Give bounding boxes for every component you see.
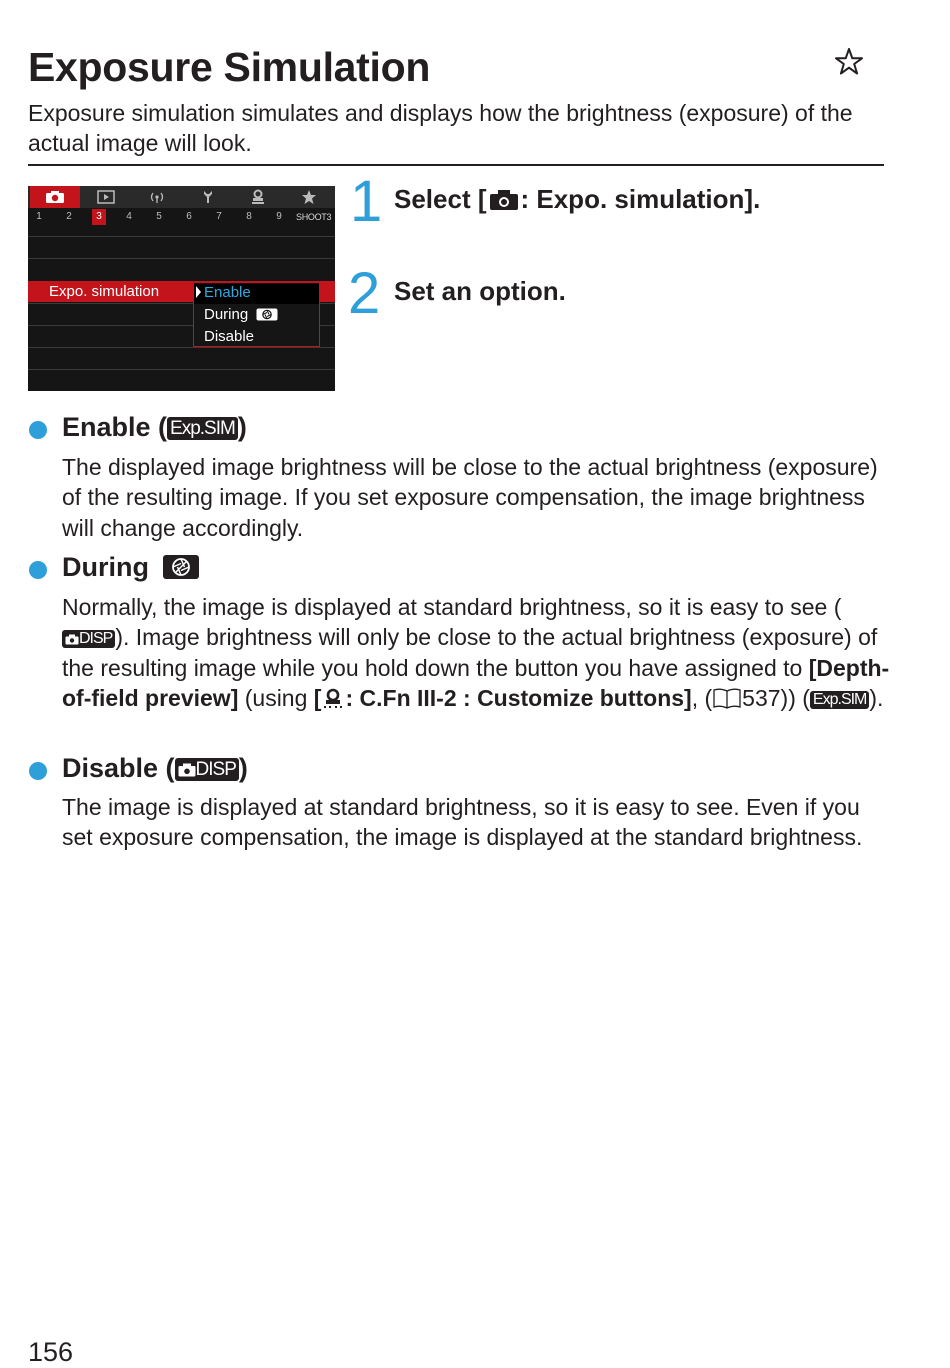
disp-badge: DISP xyxy=(175,758,239,781)
title-divider xyxy=(28,164,884,166)
setup-tab-wrench-icon xyxy=(183,186,233,208)
menu-option-during: During xyxy=(204,306,278,323)
camera-icon xyxy=(489,189,519,211)
camera-icon xyxy=(178,763,196,777)
bullet-dot xyxy=(29,421,47,439)
menu-page-number-active: 3 xyxy=(92,209,106,225)
menu-row xyxy=(28,369,335,391)
intro-text: Exposure simulation simulates and displays how the brightness (exposure) of the actual image will look. xyxy=(28,100,853,156)
menu-page-number: 9 xyxy=(276,211,282,222)
custom-functions-tab-icon xyxy=(233,186,283,208)
section-heading-enable: Enable ( Exp.SIM ) xyxy=(62,412,247,442)
caret-right-icon xyxy=(196,286,201,298)
menu-row xyxy=(28,258,335,280)
menu-row xyxy=(28,236,335,258)
step-2-text: Set an option. xyxy=(394,276,566,306)
menu-option-disable: Disable xyxy=(204,328,255,345)
menu-option-enable: Enable xyxy=(194,284,319,304)
menu-page-row xyxy=(28,208,335,226)
section-heading-during: During xyxy=(62,552,199,583)
step-number-2: 2 xyxy=(348,261,379,326)
section-body-disable: The image is displayed at standard brightness, so it is easy to see. Even if you set exposure compensation, the image is displayed at the standard brightness. xyxy=(62,794,863,851)
aperture-icon xyxy=(163,555,199,579)
bullet-dot xyxy=(29,561,47,579)
wireless-tab-icon xyxy=(132,186,182,208)
menu-options-popup xyxy=(193,282,320,347)
star-icon xyxy=(833,46,865,78)
menu-tab-bar xyxy=(28,186,335,208)
menu-row xyxy=(28,347,335,369)
my-menu-tab-star-icon xyxy=(284,186,334,208)
page-number: 156 xyxy=(28,1337,74,1367)
disp-badge: DISP xyxy=(62,630,115,648)
book-page-reference-icon xyxy=(712,687,742,709)
exp-sim-badge: Exp.SIM xyxy=(167,417,238,440)
menu-page-number: 1 xyxy=(36,211,42,222)
page-title: Exposure Simulation xyxy=(28,44,431,90)
custom-functions-icon xyxy=(321,687,345,711)
step-1-text: Select [ : Expo. simulation]. xyxy=(394,184,761,214)
shooting-tab-camera-icon xyxy=(30,186,80,208)
camera-icon xyxy=(65,634,79,645)
menu-page-number: 7 xyxy=(216,211,222,222)
menu-page-number: 2 xyxy=(66,211,72,222)
section-body-enable: The displayed image brightness will be close to the actual brightness (exposure) of the resulting image. If you set exposure compensation, the image brightness will change accordingly. xyxy=(62,454,878,541)
menu-page-number: 5 xyxy=(156,211,162,222)
menu-page-number: 4 xyxy=(126,211,132,222)
bullet-dot xyxy=(29,762,47,780)
exp-sim-badge: Exp.SIM xyxy=(810,691,869,709)
menu-page-number: 8 xyxy=(246,211,252,222)
section-heading-disable: Disable ( DISP ) xyxy=(62,753,248,783)
camera-menu-screenshot xyxy=(28,186,335,391)
aperture-icon xyxy=(256,308,278,321)
menu-page-number: 6 xyxy=(186,211,192,222)
playback-tab-icon xyxy=(81,186,131,208)
menu-item-expo-simulation: Expo. simulation xyxy=(49,283,160,300)
section-body-during: Normally, the image is displayed at standard brightness, so it is easy to see (DISP ). Image brightness will only be close to the actual brightness (exposure) of the resulting image while you hold down the button you have assigned to [Depth-of-field preview] (using [ : C.Fn III-2 : Customize buttons], ( 537)) ( Exp.SIM ). xyxy=(62,594,890,711)
step-number-1: 1 xyxy=(350,169,381,234)
menu-page-name: SHOOT3 xyxy=(296,212,332,222)
